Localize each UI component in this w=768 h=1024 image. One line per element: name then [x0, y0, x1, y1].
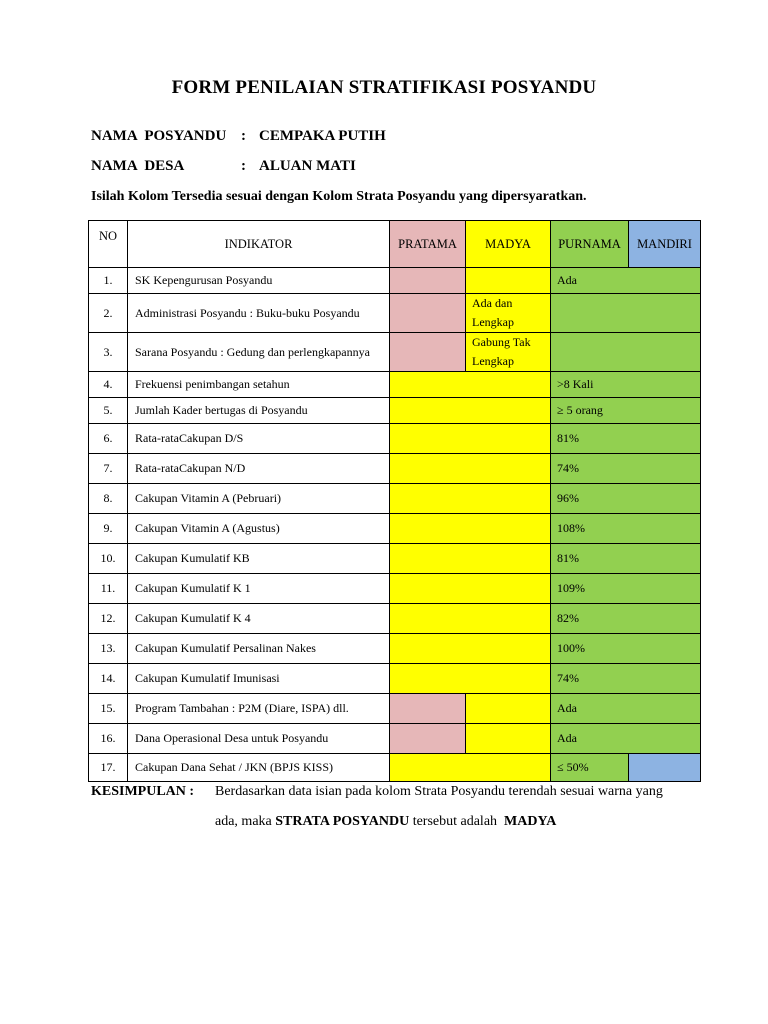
cell-madya [466, 268, 551, 294]
cell-pratama-madya [390, 634, 551, 664]
cell-value: 81% [551, 544, 701, 574]
cell-madya [466, 724, 551, 754]
cell-pratama [390, 694, 466, 724]
cell-pratama-madya [390, 574, 551, 604]
cell-pratama-madya [390, 754, 551, 782]
header-purnama: PURNAMA [551, 221, 629, 268]
row-no: 13. [89, 634, 128, 664]
cell-value: Ada [551, 694, 701, 724]
cell-value: Ada [551, 268, 701, 294]
header-indikator: INDIKATOR [128, 221, 390, 268]
table-row [89, 634, 701, 664]
table-row [89, 514, 701, 544]
row-no: 9. [89, 514, 128, 544]
row-indikator: Frekuensi penimbangan setahun [128, 372, 390, 398]
cell-pratama [390, 724, 466, 754]
conclusion-result: MADYA [504, 814, 557, 829]
row-no: 3. [89, 333, 128, 372]
cell-pratama-madya [390, 424, 551, 454]
cell-pratama-madya [390, 484, 551, 514]
row-no: 10. [89, 544, 128, 574]
row-no: 16. [89, 724, 128, 754]
cell-value: ≤ 50% [551, 754, 629, 782]
row-indikator: Rata-rataCakupan D/S [128, 424, 390, 454]
cell-purnama-mandiri [551, 333, 701, 372]
cell-pratama-madya [390, 454, 551, 484]
table-row [89, 484, 701, 514]
table-row [89, 724, 701, 754]
row-no: 6. [89, 424, 128, 454]
table-header-row [89, 221, 701, 268]
village-name-label: NAMA DESA [91, 158, 185, 174]
row-indikator: Cakupan Kumulatif K 1 [128, 574, 390, 604]
cell-pratama-madya [390, 604, 551, 634]
cell-value: ≥ 5 orang [551, 398, 701, 424]
conclusion-line-2 [215, 814, 556, 830]
row-indikator: Dana Operasional Desa untuk Posyandu [128, 724, 390, 754]
header-mandiri: MANDIRI [629, 221, 701, 268]
header-no: NO [89, 221, 128, 268]
header-madya: MADYA [466, 221, 551, 268]
cell-pratama-madya [390, 398, 551, 424]
cell-value: 108% [551, 514, 701, 544]
village-name-colon: : [241, 158, 246, 174]
cell-pratama [390, 268, 466, 294]
cell-pratama [390, 333, 466, 372]
table-row [89, 333, 701, 372]
cell-pratama-madya [390, 664, 551, 694]
page-title: FORM PENILAIAN STRATIFIKASI POSYANDU [171, 77, 597, 98]
cell-value: 82% [551, 604, 701, 634]
conclusion-label: KESIMPULAN : [91, 784, 195, 799]
header-pratama: PRATAMA [390, 221, 466, 268]
cell-value: 100% [551, 634, 701, 664]
cell-madya-value: Gabung Tak Lengkap [466, 333, 551, 372]
table-row [89, 294, 701, 333]
posyandu-name-colon: : [241, 128, 246, 144]
conclusion-pre: ada, maka [215, 814, 272, 829]
posyandu-name-value: CEMPAKA PUTIH [259, 128, 386, 144]
table-row [89, 544, 701, 574]
cell-pratama-madya [390, 372, 551, 398]
row-indikator: Cakupan Kumulatif Imunisasi [128, 664, 390, 694]
cell-value: 74% [551, 664, 701, 694]
row-indikator: Jumlah Kader bertugas di Posyandu [128, 398, 390, 424]
row-indikator: Administrasi Posyandu : Buku-buku Posyandu [128, 294, 390, 333]
table-row [89, 664, 701, 694]
cell-value: 109% [551, 574, 701, 604]
table-row [89, 372, 701, 398]
table-row [89, 604, 701, 634]
table-row [89, 694, 701, 724]
cell-value: Ada [551, 724, 701, 754]
conclusion-line-1: Berdasarkan data isian pada kolom Strata Posyandu terendah sesuai warna yang [215, 784, 663, 799]
table-row [89, 268, 701, 294]
row-no: 8. [89, 484, 128, 514]
posyandu-name-label: NAMA POSYANDU [91, 128, 227, 144]
strata-table [88, 220, 701, 782]
cell-madya [466, 694, 551, 724]
row-indikator: SK Kepengurusan Posyandu [128, 268, 390, 294]
village-name-value: ALUAN MATI [259, 158, 356, 174]
cell-value: 96% [551, 484, 701, 514]
cell-value: >8 Kali [551, 372, 701, 398]
conclusion-mid: tersebut adalah [412, 814, 498, 829]
row-no: 5. [89, 398, 128, 424]
row-indikator: Cakupan Vitamin A (Agustus) [128, 514, 390, 544]
conclusion-strata-label: STRATA POSYANDU [275, 814, 410, 829]
table-row [89, 754, 701, 782]
table-row [89, 574, 701, 604]
row-no: 15. [89, 694, 128, 724]
table-row [89, 424, 701, 454]
cell-purnama-mandiri [551, 294, 701, 333]
row-indikator: Cakupan Kumulatif Persalinan Nakes [128, 634, 390, 664]
row-no: 17. [89, 754, 128, 782]
row-indikator: Rata-rataCakupan N/D [128, 454, 390, 484]
cell-value: 81% [551, 424, 701, 454]
row-no: 4. [89, 372, 128, 398]
row-no: 1. [89, 268, 128, 294]
row-indikator: Cakupan Kumulatif KB [128, 544, 390, 574]
row-no: 7. [89, 454, 128, 484]
row-indikator: Program Tambahan : P2M (Diare, ISPA) dll. [128, 694, 390, 724]
cell-madya-value: Ada dan Lengkap [466, 294, 551, 333]
row-indikator: Cakupan Dana Sehat / JKN (BPJS KISS) [128, 754, 390, 782]
row-no: 11. [89, 574, 128, 604]
row-no: 2. [89, 294, 128, 333]
cell-pratama [390, 294, 466, 333]
row-indikator: Sarana Posyandu : Gedung dan perlengkapannya [128, 333, 390, 372]
cell-pratama-madya [390, 544, 551, 574]
table-row [89, 454, 701, 484]
row-no: 14. [89, 664, 128, 694]
table-row [89, 398, 701, 424]
cell-mandiri [629, 754, 701, 782]
row-indikator: Cakupan Vitamin A (Pebruari) [128, 484, 390, 514]
cell-value: 74% [551, 454, 701, 484]
row-no: 12. [89, 604, 128, 634]
cell-pratama-madya [390, 514, 551, 544]
row-indikator: Cakupan Kumulatif K 4 [128, 604, 390, 634]
instruction-text: Isilah Kolom Tersedia sesuai dengan Kolom Strata Posyandu yang dipersyaratkan. [91, 189, 587, 204]
